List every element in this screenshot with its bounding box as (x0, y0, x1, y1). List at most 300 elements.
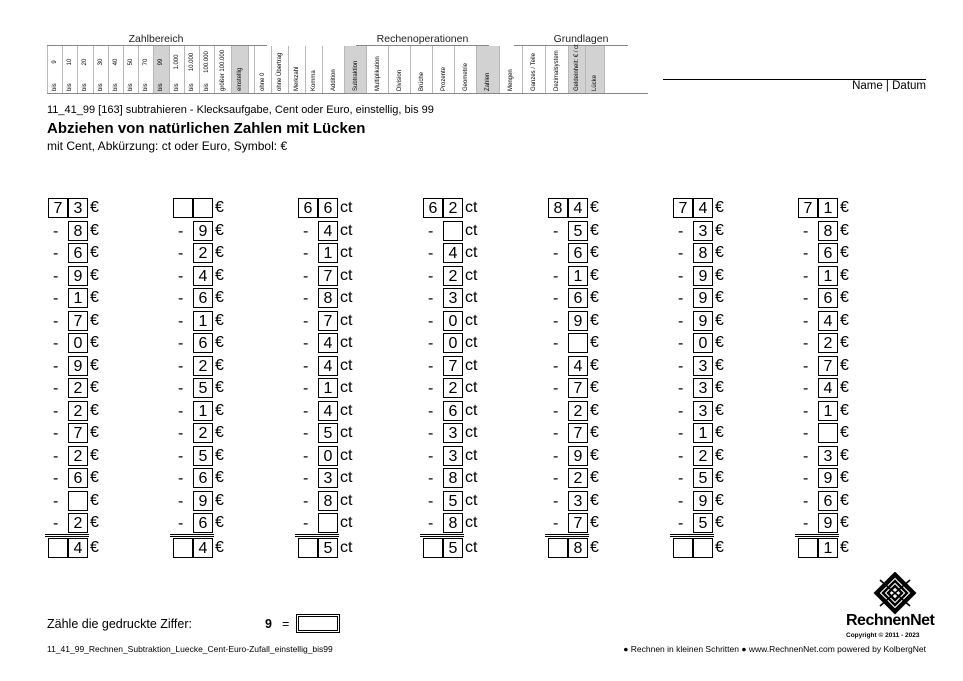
subtract-row (45, 422, 115, 445)
unit-label: € (90, 289, 99, 306)
minus-sign: - (53, 290, 59, 307)
subtract-row (420, 490, 490, 513)
unit-label: € (215, 538, 224, 556)
unit-label: € (590, 356, 599, 374)
subtrahend-box: 9 (693, 266, 713, 286)
extra-cell (288, 46, 305, 93)
minus-sign: - (678, 425, 684, 442)
extra-cell (305, 46, 322, 93)
result-line (295, 536, 339, 537)
subtrahend-box: 5 (193, 446, 213, 466)
unit-label: ct (340, 266, 353, 284)
subtract-row (670, 310, 740, 333)
result-row (170, 535, 240, 558)
minus-sign: - (178, 267, 184, 285)
range-cell (47, 46, 62, 93)
result-line (545, 536, 589, 537)
subtract-row (795, 377, 865, 400)
subtrahend-box[interactable] (68, 491, 88, 511)
subtrahend-box: 9 (818, 513, 838, 533)
extra-label: ohne 0 (260, 72, 267, 91)
subtract-row (795, 332, 865, 355)
range-bis: bis (128, 83, 135, 91)
minus-sign: - (803, 447, 809, 465)
subtract-row (45, 355, 115, 378)
subtract-row (420, 512, 490, 535)
basics-label: Dezimalsystem (554, 50, 561, 91)
subtract-row (795, 400, 865, 423)
unit-label: € (215, 289, 224, 306)
range-label: größer 100.000 (220, 49, 227, 91)
range-bis: bis (173, 83, 180, 91)
exercise-column (795, 197, 865, 557)
subtrahend-box: 8 (443, 468, 463, 488)
subtrahend-box[interactable] (568, 333, 588, 353)
result-units-box: 8 (568, 538, 588, 558)
result-tens-box[interactable] (673, 538, 693, 558)
range-cell (93, 46, 108, 93)
subtract-row (420, 377, 490, 400)
subtract-row (420, 332, 490, 355)
subtrahend-box: 7 (318, 266, 338, 286)
operation-cell (344, 46, 366, 93)
minus-sign: - (178, 380, 184, 397)
unit-label: € (840, 446, 849, 464)
minus-sign: - (53, 222, 59, 240)
minus-sign: - (53, 492, 59, 510)
range-bis: bis (112, 83, 119, 91)
page-title: Abziehen von natürlichen Zahlen mit Lücken (47, 120, 366, 137)
subtract-row (670, 445, 740, 468)
subtrahend-box: 9 (693, 288, 713, 308)
subtrahend-box: 9 (693, 311, 713, 331)
subtrahend-box: 7 (68, 311, 88, 331)
minus-sign: - (553, 492, 559, 510)
start-row (45, 197, 115, 220)
subtrahend-box: 2 (193, 423, 213, 443)
subtrahend-box: 2 (818, 333, 838, 353)
subtract-row (295, 287, 365, 310)
result-units-box: 5 (318, 538, 338, 558)
unit-label: ct (340, 199, 353, 216)
operation-label: Prozente (440, 66, 447, 91)
unit-label: ct (340, 491, 353, 509)
result-row (45, 535, 115, 558)
subtrahend-box: 9 (68, 266, 88, 286)
subtrahend-box: 8 (443, 513, 463, 533)
minus-sign: - (553, 222, 559, 240)
exercise-column (45, 197, 115, 557)
tens-box: 6 (423, 198, 443, 218)
subtract-row (45, 377, 115, 400)
category-cells (47, 46, 605, 93)
exercise-column (545, 197, 615, 557)
unit-label: € (90, 469, 99, 486)
minus-sign: - (53, 245, 59, 262)
unit-label: € (840, 538, 849, 556)
subtrahend-box: 3 (443, 446, 463, 466)
subtrahend-box: 3 (693, 378, 713, 398)
subtract-row (420, 287, 490, 310)
subtrahend-box: 6 (818, 243, 838, 263)
tens-box: 6 (298, 198, 318, 218)
subtrahend-box: 8 (818, 221, 838, 241)
subtrahend-box: 4 (318, 333, 338, 353)
range-bis: bis (143, 83, 150, 91)
subtract-row (45, 265, 115, 288)
subtract-row (420, 467, 490, 490)
unit-label: € (715, 401, 724, 419)
minus-sign: - (553, 312, 559, 330)
minus-sign: - (178, 245, 184, 262)
subtrahend-box: 1 (693, 423, 713, 443)
subtract-row (545, 512, 615, 535)
subtrahend-box: 0 (68, 333, 88, 353)
unit-label: € (90, 244, 99, 261)
geometrie-cell (454, 46, 476, 93)
unit-label: € (215, 514, 224, 531)
subtrahend-box: 7 (568, 378, 588, 398)
range-value: 1.000 (173, 54, 180, 70)
minus-sign: - (678, 335, 684, 352)
minus-sign: - (678, 492, 684, 510)
result-line (295, 534, 339, 535)
subtract-row (45, 467, 115, 490)
result-line (45, 536, 89, 537)
subtrahend-box: 8 (693, 243, 713, 263)
minus-sign: - (678, 290, 684, 307)
operation-cell (388, 46, 410, 93)
unit-label: ct (340, 401, 353, 419)
minus-sign: - (303, 425, 309, 442)
unit-label: € (715, 311, 724, 329)
unit-label: € (840, 221, 849, 239)
units-box[interactable] (193, 198, 213, 218)
unit-label: € (715, 491, 724, 509)
unit-label: € (215, 491, 224, 509)
subtrahend-box: 0 (443, 311, 463, 331)
unit-label: € (215, 446, 224, 464)
minus-sign: - (678, 245, 684, 262)
subtrahend-box: 3 (693, 356, 713, 376)
result-line (670, 536, 714, 537)
subtrahend-box: 6 (193, 513, 213, 533)
unit-label: € (840, 514, 849, 531)
subtract-row (45, 287, 115, 310)
subtract-row (545, 445, 615, 468)
range-bis: bis (52, 83, 59, 91)
minus-sign: - (428, 357, 434, 375)
subtrahend-box: 2 (68, 378, 88, 398)
minus-sign: - (428, 425, 434, 442)
unit-label: ct (340, 244, 353, 261)
unit-label: ct (340, 221, 353, 239)
subtrahend-box: 8 (68, 221, 88, 241)
minus-sign: - (303, 335, 309, 352)
range-cell (214, 46, 231, 93)
extra-cell (254, 46, 271, 93)
range-bis: bis (203, 83, 210, 91)
einstellig-cell (231, 46, 248, 93)
minus-sign: - (53, 380, 59, 397)
minus-sign: - (178, 492, 184, 510)
unit-label: € (215, 379, 224, 396)
unit-label: € (840, 289, 849, 306)
subtract-row (420, 400, 490, 423)
unit-label: ct (465, 514, 478, 531)
group-grundlagen: Grundlagen (553, 33, 609, 45)
range-value: 20 (82, 58, 89, 66)
basics-label: Geldeinheit: € / ct (574, 44, 581, 91)
basics-label: Zahlen (485, 72, 492, 91)
unit-label: ct (465, 311, 478, 329)
minus-sign: - (53, 470, 59, 487)
subtrahend-box[interactable] (318, 513, 338, 533)
start-row (670, 197, 740, 220)
operation-label: Subtraktion (352, 60, 359, 91)
range-bis: bis (67, 83, 74, 91)
unit-label: € (840, 311, 849, 329)
unit-label: € (715, 469, 724, 486)
result-tens-box[interactable] (173, 538, 193, 558)
subtract-row (170, 220, 240, 243)
subtrahend-box: 1 (193, 401, 213, 421)
unit-label: ct (465, 266, 478, 284)
minus-sign: - (303, 290, 309, 307)
range-value: 70 (143, 58, 150, 66)
unit-label: € (840, 356, 849, 374)
subtract-row (545, 377, 615, 400)
range-value: 10.000 (188, 52, 195, 72)
extra-label: Merkzahl (294, 66, 301, 91)
minus-sign: - (803, 492, 809, 510)
logo-text: RechnenNet (846, 612, 935, 629)
unit-label: € (840, 491, 849, 509)
operation-label: Brüche (418, 71, 425, 91)
minus-sign: - (303, 380, 309, 397)
subtract-row (295, 310, 365, 333)
unit-label: € (590, 266, 599, 284)
subtract-row (420, 242, 490, 265)
unit-label: € (715, 221, 724, 239)
unit-label: ct (340, 514, 353, 531)
subtrahend-box: 1 (193, 311, 213, 331)
subtrahend-box: 2 (68, 401, 88, 421)
subtrahend-box: 6 (568, 288, 588, 308)
unit-label: € (590, 289, 599, 306)
subtract-row (295, 355, 365, 378)
unit-label: ct (465, 446, 478, 464)
minus-sign: - (678, 515, 684, 532)
result-row (545, 535, 615, 558)
subtrahend-box: 5 (193, 378, 213, 398)
minus-sign: - (178, 447, 184, 465)
subtrahend-box: 4 (818, 311, 838, 331)
minus-sign: - (303, 267, 309, 285)
subtract-row (170, 445, 240, 468)
subtract-row (170, 400, 240, 423)
minus-sign: - (303, 447, 309, 465)
result-tens-box[interactable] (423, 538, 443, 558)
subtract-row (670, 287, 740, 310)
operation-cell (366, 46, 388, 93)
result-row (795, 535, 865, 558)
exercise-column (170, 197, 240, 557)
range-value: 9 (52, 60, 59, 64)
operation-label: Multiplikation (374, 56, 381, 91)
range-value: 100.000 (203, 51, 210, 73)
minus-sign: - (53, 357, 59, 375)
subtract-row (420, 220, 490, 243)
unit-label: € (840, 199, 849, 216)
subtract-row (295, 377, 365, 400)
result-line (795, 536, 839, 537)
unit-label: ct (465, 356, 478, 374)
minus-sign: - (553, 245, 559, 262)
unit-label: € (590, 469, 599, 486)
minus-sign: - (428, 447, 434, 465)
unit-label: ct (340, 424, 353, 441)
subtrahend-box: 1 (568, 266, 588, 286)
minus-sign: - (178, 402, 184, 420)
subtract-row (670, 377, 740, 400)
subtrahend-box: 1 (818, 401, 838, 421)
subtract-row (170, 467, 240, 490)
subtract-row (45, 512, 115, 535)
subtrahend-box: 4 (568, 356, 588, 376)
unit-label: ct (465, 244, 478, 261)
exercise-column (295, 197, 365, 557)
range-value: 30 (97, 58, 104, 66)
minus-sign: - (303, 245, 309, 262)
subtrahend-box: 9 (818, 468, 838, 488)
range-value: 50 (128, 58, 135, 66)
unit-label: € (715, 356, 724, 374)
unit-label: € (590, 491, 599, 509)
result-line (45, 534, 89, 535)
minus-sign: - (53, 402, 59, 420)
subtrahend-box[interactable] (443, 221, 463, 241)
extra-cell (271, 46, 288, 93)
subtract-row (170, 422, 240, 445)
unit-label: ct (340, 334, 353, 351)
unit-label: € (590, 334, 599, 351)
minus-sign: - (428, 492, 434, 510)
result-units-box: 4 (68, 538, 88, 558)
exercise-column (670, 197, 740, 557)
subtrahend-box: 6 (193, 333, 213, 353)
units-box: 1 (818, 198, 838, 218)
group-rechenoperationen: Rechenoperationen (376, 33, 469, 45)
subtract-row (795, 490, 865, 513)
minus-sign: - (803, 222, 809, 240)
unit-label: € (215, 266, 224, 284)
subtrahend-box: 2 (568, 401, 588, 421)
subtract-row (45, 242, 115, 265)
minus-sign: - (553, 357, 559, 375)
result-tens-box[interactable] (548, 538, 568, 558)
minus-sign: - (678, 470, 684, 487)
subtract-row (295, 422, 365, 445)
minus-sign: - (428, 335, 434, 352)
start-row (795, 197, 865, 220)
unit-label: € (715, 514, 724, 531)
minus-sign: - (553, 515, 559, 532)
unit-label: € (90, 311, 99, 329)
minus-sign: - (53, 425, 59, 442)
subtract-row (545, 355, 615, 378)
result-tens-box[interactable] (48, 538, 68, 558)
subtract-row (795, 445, 865, 468)
subtract-row (295, 332, 365, 355)
subtract-row (170, 355, 240, 378)
subtract-row (670, 332, 740, 355)
subtract-row (45, 220, 115, 243)
subtract-row (545, 332, 615, 355)
range-cell (169, 46, 184, 93)
unit-label: € (90, 401, 99, 419)
tens-box[interactable] (173, 198, 193, 218)
operation-cell (322, 46, 344, 93)
subtract-row (795, 310, 865, 333)
basics-cell (522, 46, 545, 93)
minus-sign: - (803, 335, 809, 352)
copyright: Copyright © 2011 - 2023 (846, 632, 920, 639)
minus-sign: - (678, 402, 684, 420)
subtract-row (795, 422, 865, 445)
subtrahend-box: 3 (818, 446, 838, 466)
result-tens-box[interactable] (798, 538, 818, 558)
minus-sign: - (803, 290, 809, 307)
einstellig-label: einstellig (237, 67, 244, 91)
subtract-row (170, 242, 240, 265)
subtract-row (670, 422, 740, 445)
subtract-row (795, 242, 865, 265)
unit-label: € (840, 379, 849, 396)
footer-filename: 11_41_99_Rechnen_Subtraktion_Luecke_Cent-Euro-Zufall_einstellig_bis99 (47, 644, 333, 654)
unit-label: ct (465, 221, 478, 239)
minus-sign: - (678, 222, 684, 240)
unit-label: € (90, 446, 99, 464)
subtrahend-box[interactable] (818, 423, 838, 443)
minus-sign: - (553, 425, 559, 442)
tens-box: 8 (548, 198, 568, 218)
subtrahend-box: 9 (693, 491, 713, 511)
unit-label: € (840, 401, 849, 419)
result-units-box[interactable] (693, 538, 713, 558)
units-box: 3 (68, 198, 88, 218)
subtrahend-box: 1 (318, 243, 338, 263)
unit-label: ct (465, 424, 478, 441)
subtract-row (795, 220, 865, 243)
operation-cell (432, 46, 454, 93)
minus-sign: - (803, 245, 809, 262)
subtrahend-box: 5 (693, 468, 713, 488)
result-tens-box[interactable] (298, 538, 318, 558)
minus-sign: - (178, 357, 184, 375)
subtrahend-box: 3 (443, 423, 463, 443)
subtract-row (295, 242, 365, 265)
subtract-row (45, 490, 115, 513)
subtrahend-box: 2 (68, 446, 88, 466)
subtrahend-box: 5 (568, 221, 588, 241)
subtract-row (670, 467, 740, 490)
minus-sign: - (178, 470, 184, 487)
minus-sign: - (303, 312, 309, 330)
subtract-row (545, 422, 615, 445)
subtract-row (170, 287, 240, 310)
range-cell (123, 46, 138, 93)
